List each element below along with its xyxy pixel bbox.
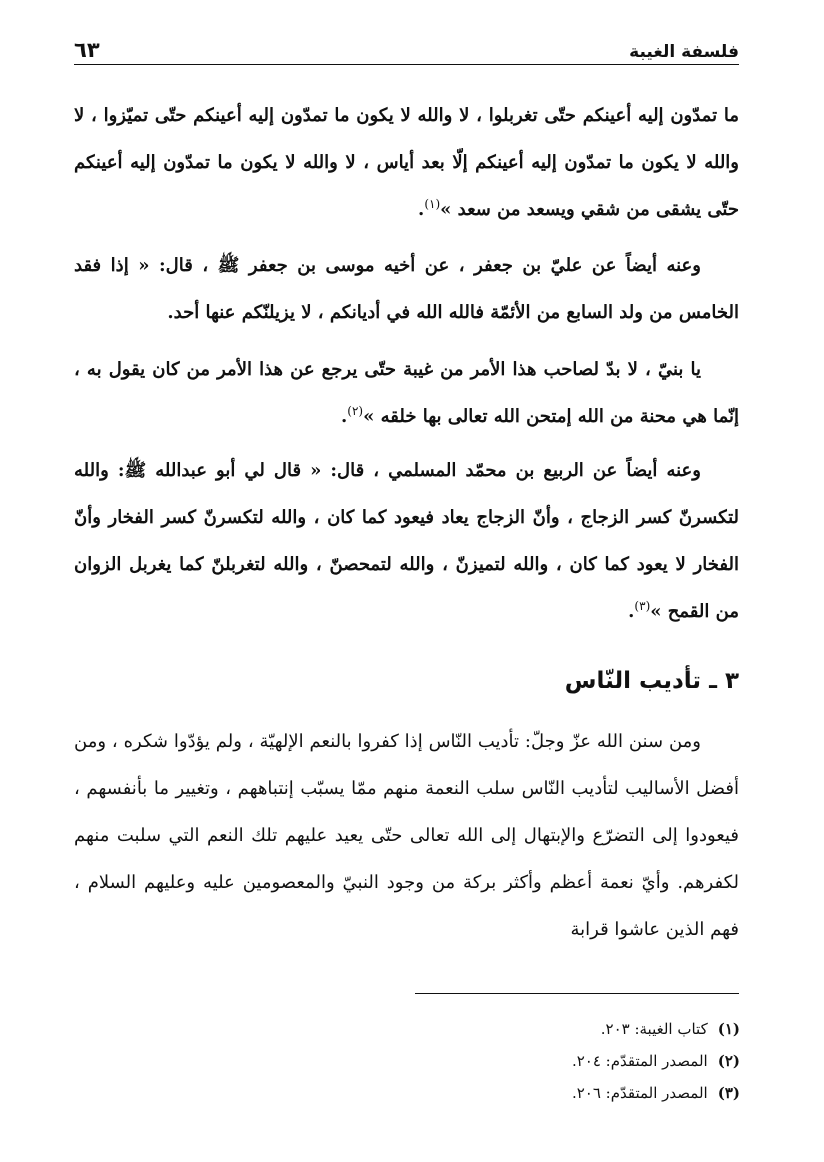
paragraph-4-tail: . [628,601,635,622]
running-title: فلسفة الغيبة [629,42,739,62]
paragraph-4-text: وعنه أيضاً عن الربيع بن محمّد المسلمي ، قال: « قال لي أبو عبدالله ﷺ: والله لتكسرنّ كسر الزجاج ، وأنّ الزجاج يعاد فيعود كما كان ، والله لتكسرنّ كسر الفخار وأنّ الفخار لا يعود كما كان ، والله لتميزنّ ، والله لتمحصنّ ، والله لتغربلنّ كما يغربل الزوان من القمح » [74,460,739,622]
page-header [74,28,739,62]
footnote-3 [320,1077,740,1109]
footnote-rule [415,993,739,994]
paragraph-4 [74,447,739,635]
paragraph-1 [74,92,739,233]
footnote-ref-3: (٣) [634,599,651,613]
header-rule [74,64,739,65]
footnote-2 [320,1045,740,1077]
footnote-3-number: (٣) [717,1084,740,1102]
section-heading: ٣ ـ تأديب النّاس [564,668,739,694]
footnote-ref-1: (١) [424,197,441,211]
section-paragraph [74,718,739,953]
footnote-1 [320,1013,740,1045]
footnote-ref-2: (٢) [347,404,364,418]
section-paragraph-text: ومن سنن الله عزّ وجلّ: تأديب النّاس إذا كفروا بالنعم الإلهيّة ، ولم يؤدّوا شكره ، ومن أفضل الأساليب لتأديب النّاس سلب النعمة منهم ممّا يسبّب إنتباههم ، وتغيير ما بأنفسهم ، فيعودوا إلى التضرّع والإبتهال إلى الله تعالى حتّى يعيد عليهم تلك النعم التي سلبت منهم لكفرهم. وأيّ نعمة أعظم وأكثر بركة من وجود النبيّ والمعصومين عليه وعليهم السلام ، فهم الذين عاشوا قرابة [74,731,739,940]
page-number: ٦٣ [74,38,100,62]
footnote-3-text: المصدر المتقدّم: ٢٠٦. [571,1084,708,1102]
paragraph-1-tail: . [418,199,425,220]
paragraph-2 [74,242,739,336]
paragraph-1-text: ما تمدّون إليه أعينكم حتّى تغربلوا ، لا والله لا يكون ما تمدّون إليه أعينكم حتّى تميّزوا ، لا والله لا يكون ما تمدّون إليه أعينكم إلّا بعد أياس ، لا والله لا يكون ما تمدّون إليه أعينكم حتّى يشقى من شقي ويسعد من سعد » [74,105,739,220]
footnote-1-number: (١) [717,1020,740,1038]
paragraph-2-text: وعنه أيضاً عن عليّ بن جعفر ، عن أخيه موسى بن جعفر ﷺ ، قال: « إذا فقد الخامس من ولد السابع من الأئمّة فالله الله في أديانكم ، لا يزيلنّكم عنها أحد. [74,255,739,323]
paragraph-3-text: يا بنيّ ، لا بدّ لصاحب هذا الأمر من غيبة حتّى يرجع عن هذا الأمر من كان يقول به ، إنّما هي محنة من الله إمتحن الله تعالى بها خلقه » [74,359,739,427]
paragraph-3 [74,346,739,440]
footnote-2-text: المصدر المتقدّم: ٢٠٤. [571,1052,708,1070]
paragraph-3-tail: . [341,406,348,427]
footnotes [320,1013,740,1109]
footnote-1-text: كتاب الغيبة: ٢٠٣. [600,1020,708,1038]
footnote-2-number: (٢) [717,1052,740,1070]
